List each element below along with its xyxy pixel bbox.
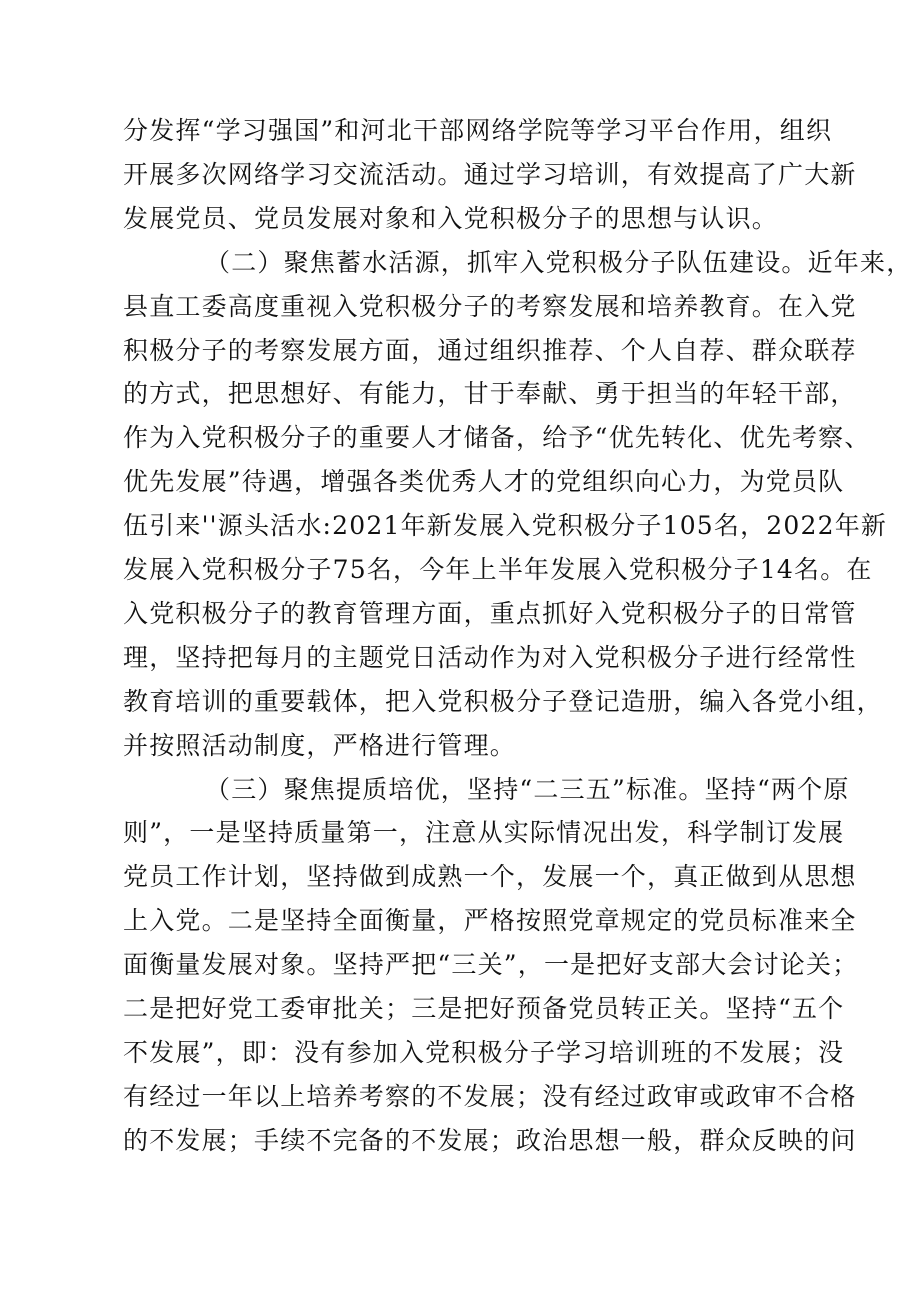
text-line: 则”，一是坚持质量第一，注意从实际情况出发，科学制订发展 xyxy=(123,818,845,848)
text-line: 分发挥“学习强国”和河北干部网络学院等学习平台作用，组织 xyxy=(123,116,833,145)
text-line: 积极分子的考察发展方面，通过组织推荐、个人自荐、群众联荐 xyxy=(123,335,857,365)
text-line: 二是把好党工委审批关；三是把好预备党员转正关。坚持“五个 xyxy=(123,994,845,1023)
paragraph-heading-line: （二）聚焦蓄水活源，抓牢入党积极分子队伍建设。近年来， xyxy=(205,247,913,277)
text-line: 伍引来''源头活水:2021年新发展入党积极分子105名，2022年新 xyxy=(123,511,888,541)
text-line: 不发展”，即：没有参加入党积极分子学习培训班的不发展；没 xyxy=(123,1037,845,1067)
text-line: 有经过一年以上培养考察的不发展；没有经过政审或政审不合格 xyxy=(123,1081,857,1111)
text-line: 理，坚持把每月的主题党日活动作为对入党积极分子进行经常性 xyxy=(123,642,857,672)
text-line: 党员工作计划，坚持做到成熟一个，发展一个，真正做到从思想 xyxy=(123,862,857,892)
paragraph-heading-line: （三）聚焦提质培优，坚持“二三五”标准。坚持“两个原 xyxy=(205,774,850,804)
text-line: 开展多次网络学习交流活动。通过学习培训，有效提高了广大新 xyxy=(123,159,857,189)
text-line: 发展党员、党员发展对象和入党积极分子的思想与认识。 xyxy=(123,203,779,233)
text-line: 面衡量发展对象。坚持严把“三关”，一是把好支部大会讨论关； xyxy=(123,950,859,980)
text-line: 上入党。二是坚持全面衡量，严格按照党章规定的党员标准来全 xyxy=(123,906,857,936)
text-line: 的不发展；手续不完备的不发展；政治思想一般，群众反映的问 xyxy=(123,1125,857,1155)
text-line: 的方式，把思想好、有能力，甘于奉献、勇于担当的年轻干部， xyxy=(123,379,857,409)
text-line: 优先发展”待遇，增强各类优秀人才的党组织向心力，为党员队 xyxy=(123,467,845,497)
text-line: 入党积极分子的教育管理方面，重点抓好入党积极分子的日常管 xyxy=(123,598,857,628)
text-line: 教育培训的重要载体，把入党积极分子登记造册，编入各党小组， xyxy=(123,686,883,716)
text-line: 县直工委高度重视入党积极分子的考察发展和培养教育。在入党 xyxy=(123,291,857,321)
text-line: 作为入党积极分子的重要人才储备，给予“优先转化、优先考察、 xyxy=(123,423,871,453)
text-line: 发展入党积极分子75名，今年上半年发展入党积极分子14名。在 xyxy=(123,555,873,584)
text-line: 并按照活动制度，严格进行管理。 xyxy=(123,730,517,760)
